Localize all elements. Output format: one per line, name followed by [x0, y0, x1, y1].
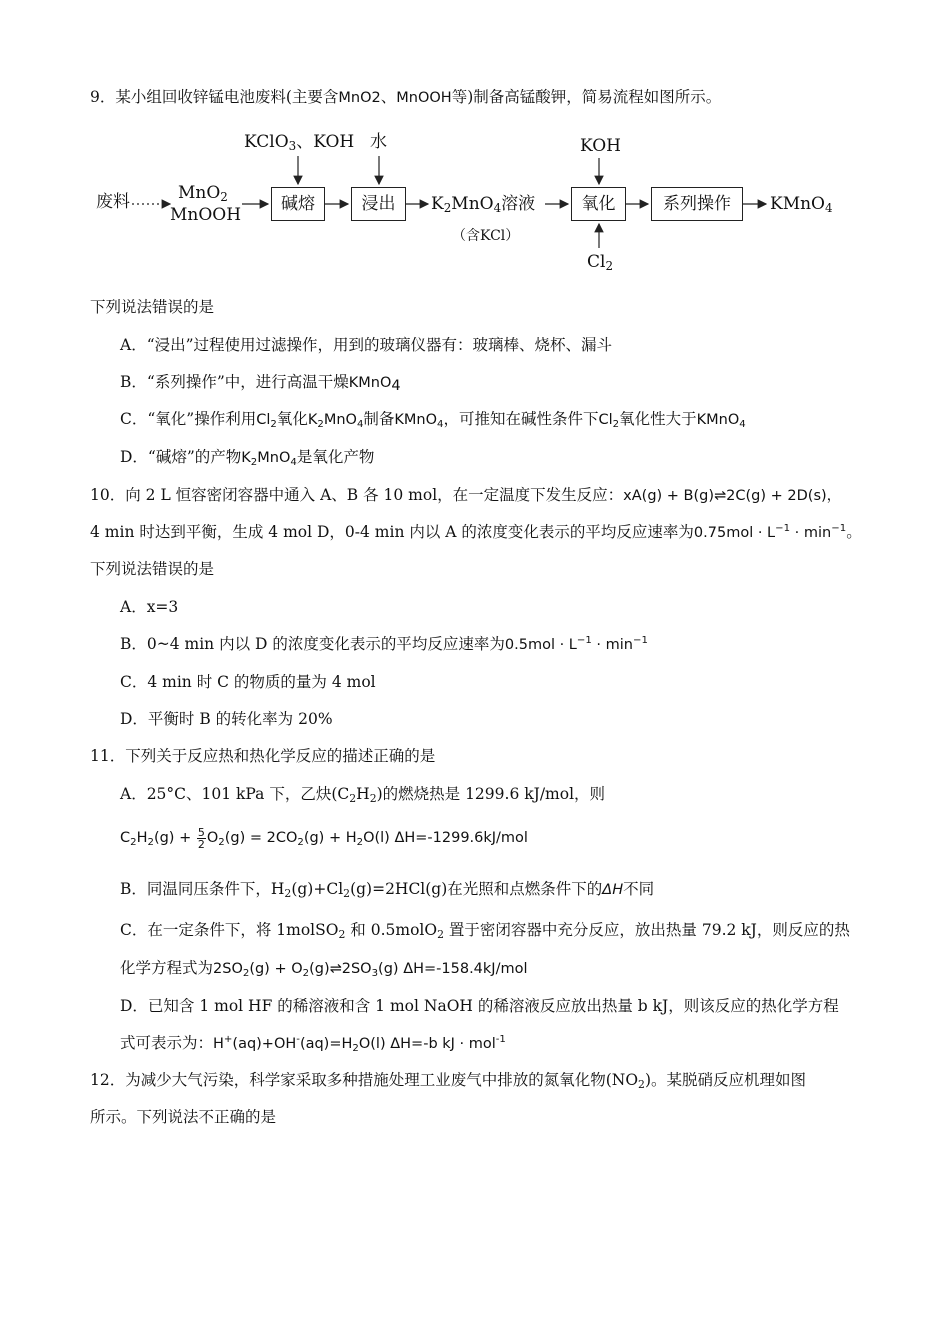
flow-mno2: MnO$_2$ — [178, 183, 228, 204]
q11-option-d-line-1: D．已知含 1 mol HF 的稀溶液和含 1 mol NaOH 的稀溶液反应放出热量 b kJ，则该反应的热化学方程 — [120, 997, 839, 1015]
q9-option-c: C．“氧化”操作利用$Cl_2$氧化$K_2MnO_4$制备KMnO$_4$，可推知在碱性条件下$Cl_2$氧化性大于KMnO$_4$ — [120, 410, 746, 430]
flow-kcl-note: （含KCl） — [452, 228, 520, 244]
fraction-5-2: $\frac{5}{2}$ — [197, 825, 205, 851]
q9-question: 下列说法错误的是 — [90, 298, 215, 316]
flow-kmno4: KMnO$_4$ — [770, 194, 833, 215]
flow-cl2: $Cl_2$ — [587, 252, 614, 273]
flow-mnooh: MnOOH — [170, 205, 242, 225]
q11-option-c-line-1: C．在一定条件下，将 1molSO$_2$ 和 0.5molO$_2$ 置于密闭容器中充分反应，放出热量 79.2 kJ，则反应的热 — [120, 921, 850, 941]
q11-option-a-equation: $C_2H_2(g)$ + $\frac{5}{2}$ $O_2(g) = 2CO_2(g) + H_2O(l)$ ΔH=-1299.6kJ/mol — [120, 825, 528, 851]
q10-option-d: D．平衡时 B 的转化率为 20% — [120, 710, 333, 728]
q10-option-a: A．x=3 — [120, 598, 179, 616]
q11-option-c-line-2: 化学方程式为$2SO_2(g)$ + $O_2(g)\rightleftharpoons 2SO_3(g)$ ΔH=-158.4kJ/mol — [120, 959, 528, 979]
q10-line-3: 下列说法错误的是 — [90, 560, 215, 578]
q12-line-1: 12．为减少大气污染，科学家采取多种措施处理工业废气中排放的氮氧化物$(NO_2)$。某脱硝反应机理如图 — [90, 1071, 807, 1091]
q10-option-c: C．4 min 时 C 的物质的量为 4 mol — [120, 673, 376, 691]
q9-option-a: A．“浸出”过程使用过滤操作，用到的玻璃仪器有：玻璃棒、烧杯、漏斗 — [120, 336, 613, 354]
q11-option-d-line-2: 式可表示为：$H^+(aq)+OH^-(aq)=H_2O(l)$ ΔH=-b kJ · mol$^{-1}$ — [120, 1034, 506, 1054]
q9-flowchart — [90, 128, 850, 278]
flow-box-leach: 浸出 — [351, 187, 406, 221]
q11-option-a-line-1: A．25°C、101 kPa 下，乙炔$(C_2H_2)$的燃烧热是 1299.6 kJ/mol，则 — [120, 785, 606, 805]
q9-stem: 9．某小组回收锌锰电池废料(主要含MnO2、MnOOH等)制备高锰酸钾，简易流程如图所示。 — [90, 88, 722, 106]
q10-option-b: B．0~4 min 内以 D 的浓度变化表示的平均反应速率为$0.5mol \cdot L^{-1} \cdot \min^{-1}$ — [120, 635, 648, 653]
q9-option-d: D．“碱熔”的产物$K_2MnO_4$是氧化产物 — [120, 448, 375, 468]
flow-k2mno4-solution: $K_2MnO_4$溶液 — [431, 194, 536, 215]
q10-line-1: 10．向 2 L 恒容密闭容器中通入 A、B 各 10 mol，在一定温度下发生反应：xA(g) + B(g)⇌2C(g) + 2D(s)， — [90, 486, 842, 504]
flow-box-alkali-melt: 碱熔 — [271, 187, 325, 221]
q10-line-2: 4 min 时达到平衡，生成 4 mol D，0-4 min 内以 A 的浓度变化表示的平均反应速率为$0.75mol \cdot L^{-1} \cdot \min^{-1}$。 — [90, 523, 862, 541]
q11-option-b: B．同温同压条件下，$H_2(g)+Cl_2(g)=2HCl(g)$在光照和点燃条件下的ΔH不同 — [120, 880, 655, 900]
flow-box-oxidize: 氧化 — [571, 187, 626, 221]
flow-box-series-operation: 系列操作 — [651, 187, 743, 221]
flow-waste: 废料 — [96, 192, 130, 212]
flow-reagent-kclo3-koh: KClO$_3$、KOH — [244, 132, 355, 153]
q9-option-b: B．“系列操作”中，进行高温干燥KMnO$_4$ — [120, 373, 401, 394]
flow-water: 水 — [370, 132, 387, 152]
flow-koh: KOH — [580, 136, 622, 156]
q12-line-2: 所示。下列说法不正确的是 — [90, 1108, 277, 1126]
q11-stem: 11．下列关于反应热和热化学反应的描述正确的是 — [90, 747, 436, 765]
